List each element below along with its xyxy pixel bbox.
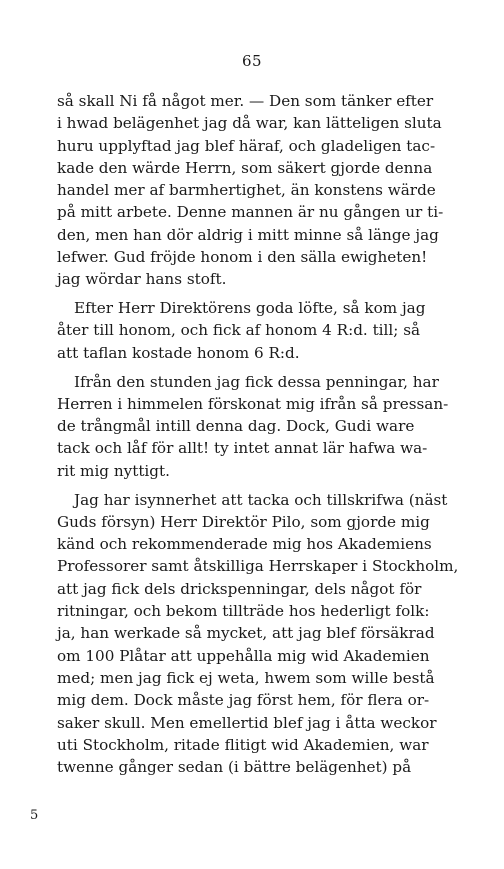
text-line: på mitt arbete. Denne mannen är nu gången ur ti- [57,203,444,222]
text-body [57,90,459,785]
text-line: Professorer samt åtskilliga Herrskaper i Stockholm, [57,557,459,576]
page-number: 65 [241,52,263,70]
text-line: jag wördar hans stoft. [57,270,227,289]
text-line: att jag fick dels drickspenningar, dels något för [57,579,422,598]
text-line: Efter Herr Direktörens goda löfte, så kom jag [74,299,426,318]
text-line: ritningar, och bekom tillträde hos hederligt folk: [57,602,430,621]
paragraph [57,297,426,364]
paragraph [57,371,449,482]
text-line: att taflan kostade honom 6 R:d. [57,343,300,362]
text-line: tack och låf för allt! ty intet annat lär hafwa wa- [57,439,428,458]
text-line: Ifrån den stunden jag fick dessa penningar, har [74,372,439,391]
text-line: lefwer. Gud fröjde honom i den sälla ewigheten! [57,248,428,267]
paragraph [57,489,459,779]
paragraph [57,90,444,291]
text-line: så skall Ni få något mer. — Den som tänker efter [57,92,434,110]
text-line: kade den wärde Herrn, som säkert gjorde denna [57,158,433,177]
text-line: känd och rekommenderade mig hos Akademiens [57,535,432,554]
signature-mark: 5 [30,808,39,823]
text-line: huru upplyftad jag blef häraf, och gladeligen tac- [57,136,436,155]
text-line: den, men han dör aldrig i mitt minne så länge jag [57,225,439,244]
text-line: i hwad belägenhet jag då war, kan lätteligen sluta [57,114,442,133]
text-line: Herren i himmelen förskonat mig ifrån så pressan- [57,394,449,413]
text-line: Guds försyn) Herr Direktör Pilo, som gjorde mig [57,512,430,531]
text-line: rit mig nyttigt. [57,461,170,480]
text-line: saker skull. Men emellertid blef jag i åtta weckor [57,713,437,732]
text-line: ja, han werkade så mycket, att jag blef försäkrad [57,624,435,643]
text-line: de trångmål intill denna dag. Dock, Gudi ware [57,417,415,436]
text-line: Jag har isynnerhet att tacka och tillskrifwa (näst [74,490,448,509]
text-line: åter till honom, och fick af honom 4 R:d. till; så [57,321,421,340]
text-line: om 100 Plåtar att uppehålla mig wid Akademien [57,646,430,665]
text-line: med; men jag fick ej weta, hwem som wille bestå [57,668,435,687]
text-line: mig dem. Dock måste jag först hem, för flera or- [57,691,430,710]
text-line: twenne gånger sedan (i bättre belägenhet) på [57,758,412,777]
text-line: uti Stockholm, ritade flitigt wid Akademien, war [57,735,429,754]
text-line: handel mer af barmhertighet, än konstens wärde [57,181,436,200]
